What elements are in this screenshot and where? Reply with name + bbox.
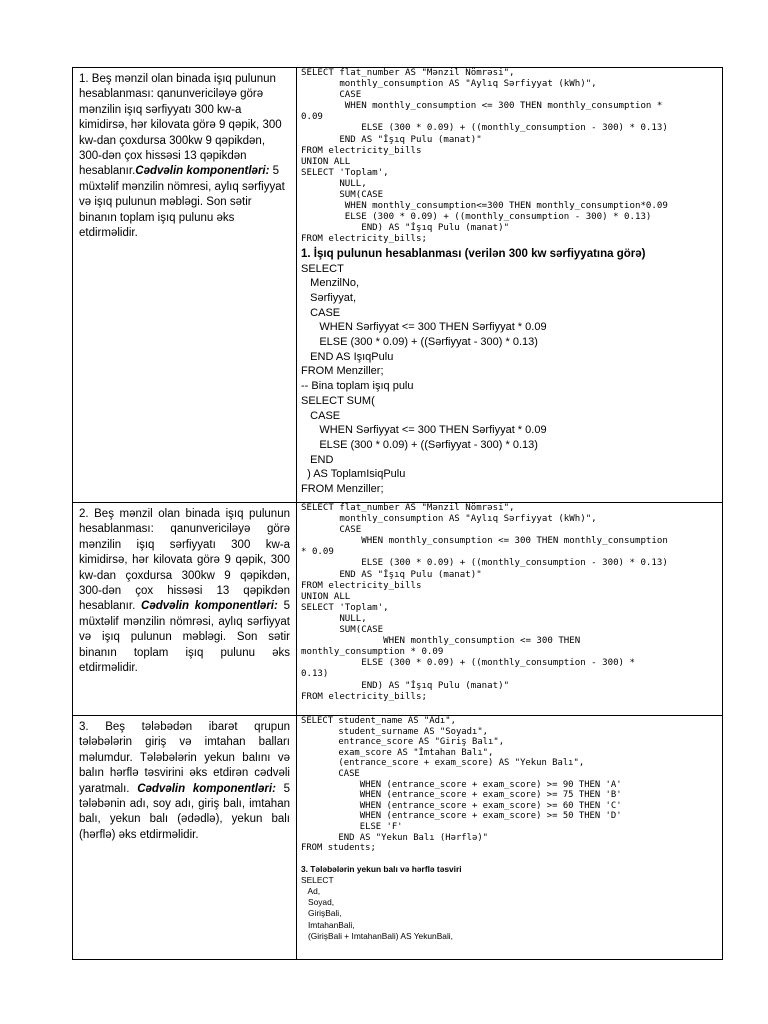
table-row: [73, 503, 723, 716]
sql-code-block: SELECT flat_number AS "Mənzil Nömrəsi", monthly_consumption AS "Aylıq Sərfiyyat (kWh)", CASE WHEN monthly_consumption <= 300 THEN monthly_consumption * 0.09 ELSE (300 * 0.09) + ((monthly_consumption - 300) * 0.13) END AS "İşıq Pulu (manat)" FROM electricity_bills UNION ALL SELECT 'Toplam', NULL, SUM(CASE WHEN monthly_consumption<=300 THEN monthly_consumption*0.09 ELSE (300 * 0.09) + ((monthly_consumption - 300) * 0.13) END) AS "İşıq Pulu (manat)" FROM electricity_bills;: [301, 68, 668, 245]
components-label: Cədvəlin komponentləri:: [135, 165, 270, 178]
task-description: 2. Beş mənzil olan binada işıq pulunun hesablanması: qanunvericiləyə görə mənzilin işıq sərfiyyatı 300 kw-a kimidirsə, hər kilovata görə 9 qəpik, 300 kw-dan çoxdursa 300kw 9 qəpikdən, 300-dən çox hissəsi 13 qəpikdən hesablanır. Cədvəlin komponentləri: 5 müxtəlif mənzilin nömrəsi, aylıq sərfiyyat və işıq pulunun məbləgi. Son sətir binanın toplam işıq pulunu əks etdirməlidir.: [79, 508, 291, 675]
task-cell: [73, 503, 297, 716]
task-cell: [73, 716, 297, 960]
sql-cell: [297, 68, 723, 503]
task-description: 1. Beş mənzil olan binada işıq pulunun hesablanması: qanunvericiləyə görə mənzilin işıq sərfiyyatı 300 kw-a kimidirsə, hər kilovata görə 9 qəpik, 300 kw-dan çoxdursa 300kw 9 qəpikdən, 300-dən çox hissəsi 13 qəpikdən hesablanır.Cədvəlin komponentləri: 5 müxtəlif mənzilin nömresi, aylıq sərfiyyat və işıq pulunun məbləgi. Son sətir binanın toplam işıq pulunu əks etdirməlidir.: [79, 73, 285, 240]
sql-plain-block: SELECT Ad, Soyad, GirişBali, ImtahanBali, (GirişBali + ImtahanBali) AS YekunBali,: [301, 874, 453, 941]
table-row: [73, 716, 723, 960]
sql-code-block: SELECT student_name AS "Adı", student_surname AS "Soyadı", entrance_score AS "Giriş Balı", exam_score AS "İmtahan Balı", (entrance_score + exam_score) AS "Yekun Balı", CASE WHEN (entrance_score + exam_score) >= 90 THEN 'A' WHEN (entrance_score + exam_score) >= 75 THEN 'B' WHEN (entrance_score + exam_score) >= 60 THEN 'C' WHEN (entrance_score + exam_score) >= 50 THEN 'D' ELSE 'F' END AS "Yekun Balı (Hərflə)" FROM students;: [301, 716, 622, 854]
task-table: [72, 67, 723, 960]
components-label: Cədvəlin komponentləri:: [141, 600, 278, 613]
sql-code-block: SELECT flat_number AS "Mənzil Nömrəsi", monthly_consumption AS "Aylıq Sərfiyyat (kWh)", CASE WHEN monthly_consumption <= 300 THEN monthly_consumption * 0.09 ELSE (300 * 0.09) + ((monthly_consumption - 300) * 0.13) END AS "İşıq Pulu (manat)" FROM electricity_bills UNION ALL SELECT 'Toplam', NULL, SUM(CASE WHEN monthly_consumption <= 300 THEN monthly_consumption * 0.09 ELSE (300 * 0.09) + ((monthly_consumption - 300) * 0.13) END) AS "İşıq Pulu (manat)" FROM electricity_bills;: [301, 503, 668, 702]
sql-plain-block: SELECT MenzilNo, Sərfiyyat, CASE WHEN Sərfiyyat <= 300 THEN Sərfiyyat * 0.09 ELSE (300 * 0.09) + ((Sərfiyyat - 300) * 0.13) END AS IşıqPulu FROM Menziller; -- Bina toplam işıq pulu SELECT SUM( CASE WHEN Sərfiyyat <= 300 THEN Sərfiyyat * 0.09 ELSE (300 * 0.09) + ((Sərfiyyat - 300) * 0.13) END ) AS ToplamIsiqPulu FROM Menziller;: [301, 262, 547, 496]
components-label: Cədvəlin komponentləri:: [137, 782, 276, 795]
sql-heading: 1. İşıq pulunun hesablanması (verilən 300 kw sərfiyyatına görə): [301, 247, 646, 260]
table-row: [73, 68, 723, 503]
sql-heading: 3. Tələbələrin yekun balı və hərflə təsviri: [301, 863, 462, 874]
task-cell: [73, 68, 297, 503]
task-description: 3. Beş tələbədən ibarət qrupun tələbələrin giriş və imtahan balları məlumdur. Tələbələrin yekun balını və balın hərflə təsvirini əks etdirən cədvəli yaratmalı. Cədvəlin komponentləri: 5 tələbənin adı, soy adı, giriş balı, imtahan balı, yekun balı (ədədlə), yekun balı (hərflə) əks etdirməlidir.: [79, 721, 291, 841]
sql-cell: [297, 503, 723, 716]
sql-cell: [297, 716, 723, 960]
